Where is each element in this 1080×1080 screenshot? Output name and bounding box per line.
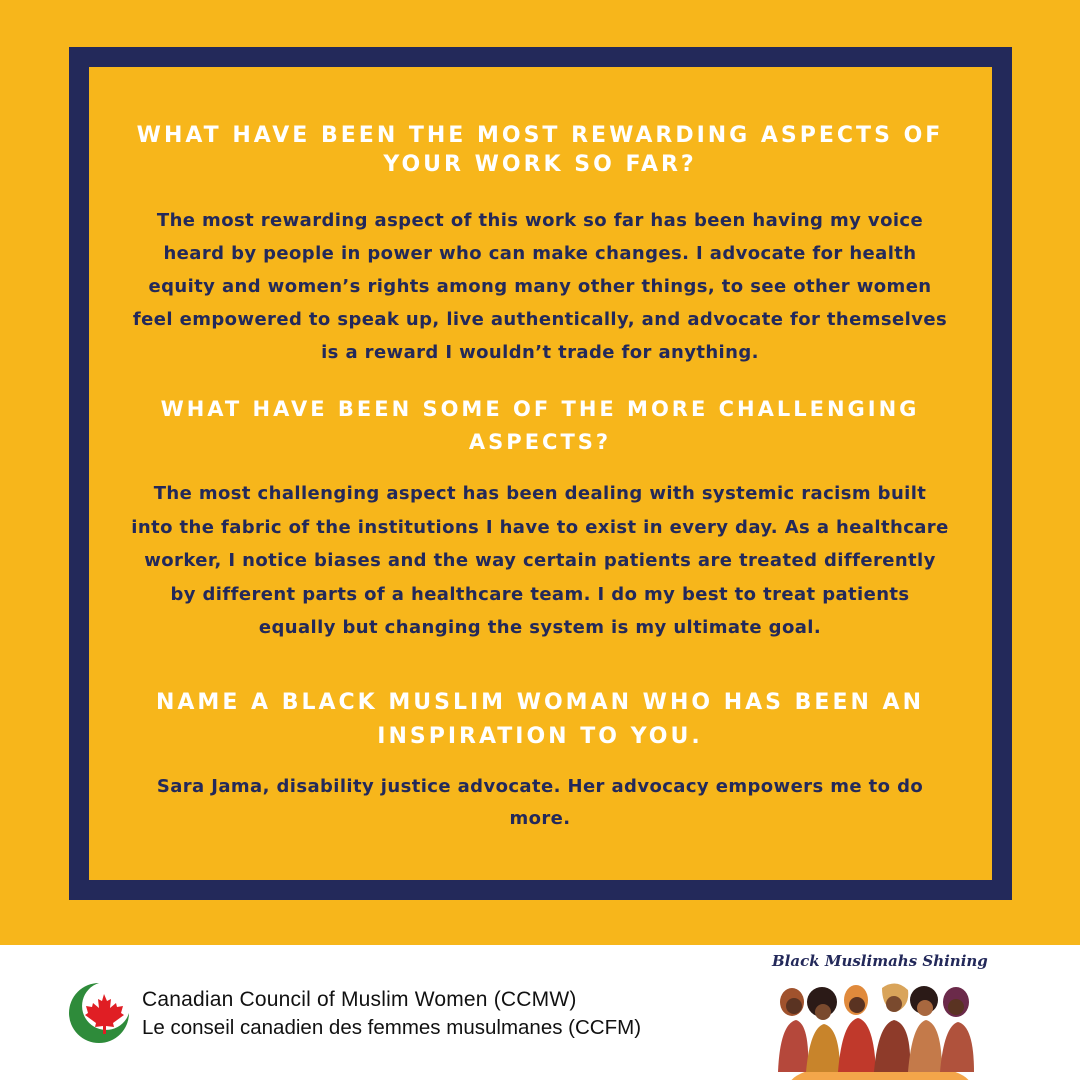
crescent-maple-leaf-icon: [66, 980, 132, 1046]
question-1-heading: WHAT HAVE BEEN THE MOST REWARDING ASPECTS OF YOUR WORK SO FAR?: [136, 123, 944, 177]
organization-name-french: Le conseil canadien des femmes musulmanes (CCFM): [142, 1016, 642, 1039]
campaign-title: Black Muslimahs Shining: [772, 952, 988, 970]
answer-1-text: The most rewarding aspect of this work so far has been having my voice heard by people in power who can make changes. I advocate for health equity and women’s rights among many other things, to see other women feel empowered to speak up, live authentically, and advocate for themselves is a reward I wouldn’t trade for anything.: [132, 210, 948, 363]
group-of-women-illustration: [770, 972, 980, 1080]
organization-name-english: Canadian Council of Muslim Women (CCMW): [142, 988, 577, 1011]
question-2-heading: WHAT HAVE BEEN SOME OF THE MORE CHALLENGING ASPECTS?: [160, 397, 920, 454]
answer-2-text: The most challenging aspect has been dealing with systemic racism built into the fabric of the institutions I have to exist in every day. As a healthcare worker, I notice biases and the way certain patients are treated differently by different parts of a healthcare team. I do my best to treat patients equally but changing the system is my ultimate goal.: [131, 483, 949, 638]
answer-3-text: Sara Jama, disability justice advocate. Her advocacy empowers me to do more.: [156, 776, 924, 829]
content-panel: [89, 67, 992, 880]
question-3-heading: NAME A BLACK MUSLIM WOMAN WHO HAS BEEN AN INSPIRATION TO YOU.: [155, 690, 924, 749]
